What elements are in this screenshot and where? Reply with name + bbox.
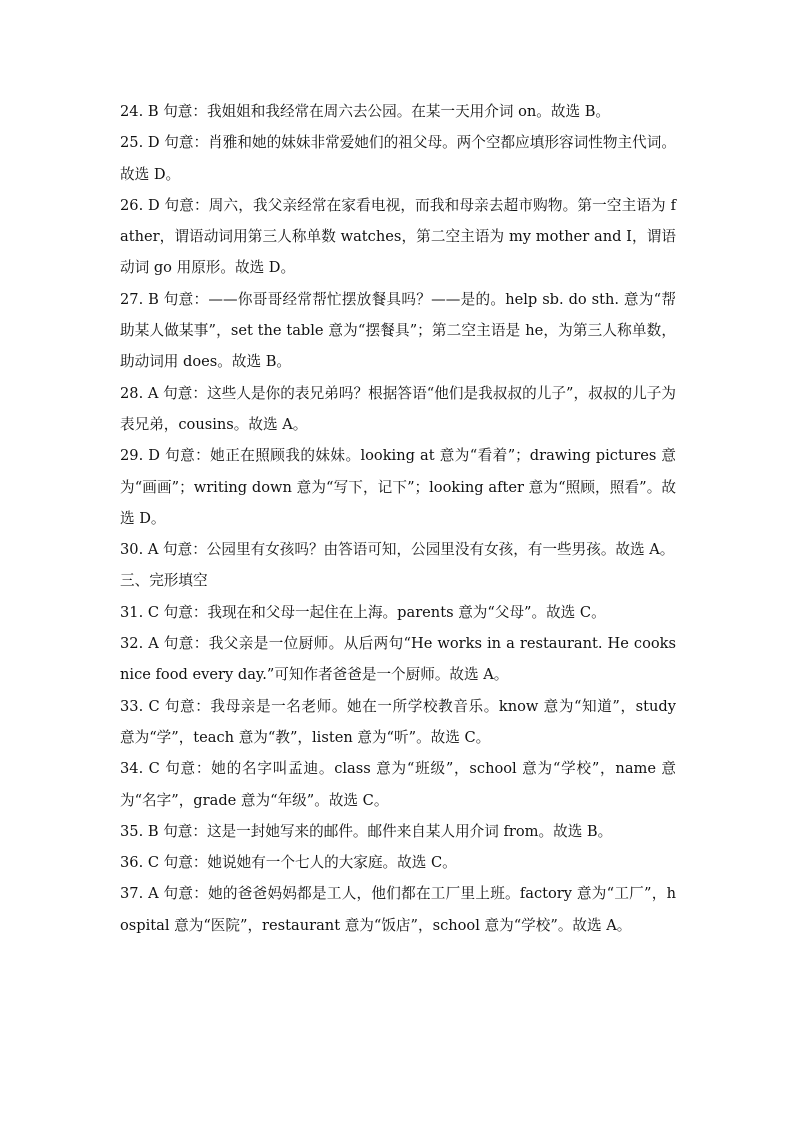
answer-item-24: 24. B 句意：我姐姐和我经常在周六去公园。在某一天用介词 on。故选 B。: [120, 103, 611, 120]
answer-item-34: 34. C 句意：她的名字叫孟迪。class 意为“班级”，school 意为“学校”，name 意为“名字”，grade 意为“年级”。故选 C。: [120, 760, 676, 809]
section-title-cloze: 三、完形填空: [120, 572, 208, 590]
answer-item-28: 28. A 句意：这些人是你的表兄弟吗？根据答语“他们是我叔叔的儿子”，叔叔的儿子为表兄弟，cousins。故选 A。: [120, 384, 676, 433]
answer-item-35: 35. B 句意：这是一封她写来的邮件。邮件来自某人用介词 from。故选 B。: [120, 822, 613, 840]
answer-item-27: 27. B 句意：——你哥哥经常帮忙摆放餐具吗？——是的。help sb. do sth. 意为“帮助某人做某事”，set the table 意为“摆餐具”；第二空主语是 he，为第三人称单数，助动词用 does。故选 B。: [120, 290, 676, 371]
answer-item-31: 31. C 句意：我现在和父母一起住在上海。parents 意为“父母”。故选 C。: [120, 603, 606, 621]
answer-item-37: 37. A 句意：她的爸爸妈妈都是工人，他们都在工厂里上班。factory 意为“工厂”，hospital 意为“医院”，restaurant 意为“饭店”，school 意为“学校”。故选 A。: [120, 885, 676, 934]
document-body: [120, 96, 676, 941]
answer-item-30: 30. A 句意：公园里有女孩吗？由答语可知，公园里没有女孩，有一些男孩。故选 A。: [120, 541, 675, 559]
answer-item-36: 36. C 句意：她说她有一个七人的大家庭。故选 C。: [120, 854, 457, 872]
answer-item-29: 29. D 句意：她正在照顾我的妹妹。looking at 意为“看着”；drawing pictures 意为“画画”；writing down 意为“写下，记下”；looking after 意为“照顾，照看”。故选 D。: [120, 447, 676, 527]
answer-item-25: 25. D 句意：肖雅和她的妹妹非常爱她们的祖父母。两个空都应填形容词性物主代词。故选 D。: [120, 134, 676, 183]
answer-item-33: 33. C 句意：我母亲是一名老师。她在一所学校教音乐。know 意为“知道”，study 意为“学”，teach 意为“教”，listen 意为“听”。故选 C。: [120, 697, 676, 746]
answer-item-26: 26. D 句意：周六，我父亲经常在家看电视，而我和母亲去超市购物。第一空主语为 father，谓语动词用第三人称单数 watches，第二空主语为 my mother and I，谓语动词 go 用原形。故选 D。: [120, 196, 676, 277]
answer-item-32: 32. A 句意：我父亲是一位厨师。从后两句“He works in a restaurant. He cooks nice food every day.”可知作者爸爸是一个厨师。故选 A。: [120, 635, 676, 684]
